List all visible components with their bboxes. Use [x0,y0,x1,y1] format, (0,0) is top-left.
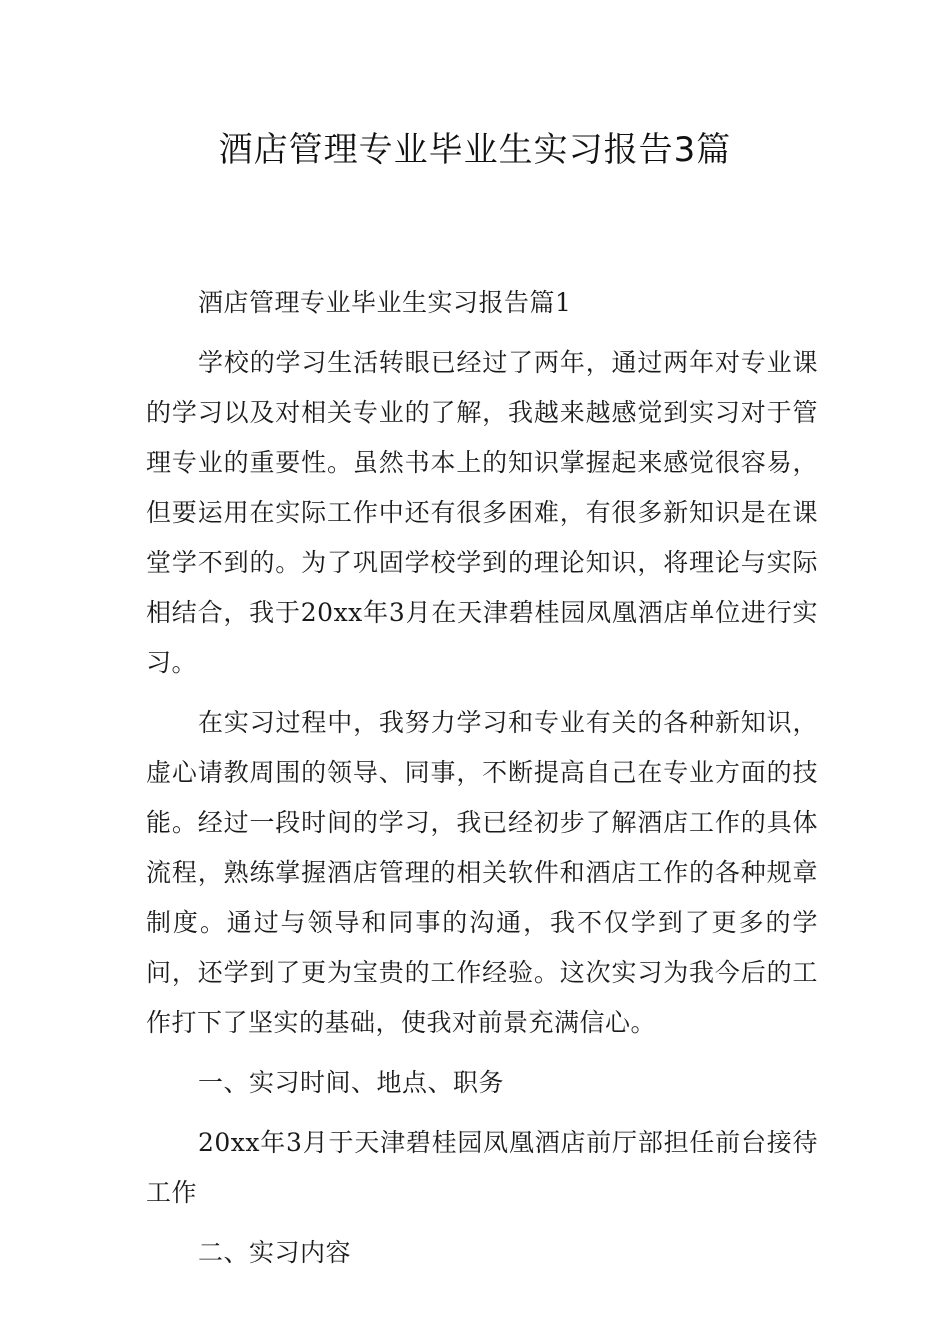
body-paragraph-intro: 学校的学习生活转眼已经过了两年，通过两年对专业课的学习以及对相关专业的了解，我越来越感觉到实习对于管理专业的重要性。虽然书本上的知识掌握起来感觉很容易，但要运用在实际工作中还有很多困难，有很多新知识是在课堂学不到的。为了巩固学校学到的理论知识，将理论与实际相结合，我于20xx年3月在天津碧桂园凤凰酒店单位进行实习。 [146,348,818,677]
document-title: 酒店管理专业毕业生实习报告3篇 [218,130,732,170]
body-paragraph-time-place: 20xx年3月于天津碧桂园凤凰酒店前厅部担任前台接待工作 [146,1128,818,1207]
body-paragraph-process: 在实习过程中，我努力学习和专业有关的各种新知识，虚心请教周围的领导、同事，不断提高自己在专业方面的技能。经过一段时间的学习，我已经初步了解酒店工作的具体流程，熟练掌握酒店管理的相关软件和酒店工作的各种规章制度。通过与领导和同事的沟通，我不仅学到了更多的学问，还学到了更为宝贵的工作经验。这次实习为我今后的工作打下了坚实的基础，使我对前景充满信心。 [146,708,818,1037]
document-body [146,278,818,1278]
section-heading-report-1: 酒店管理专业毕业生实习报告篇1 [198,288,572,317]
section-heading-time-place: 一、实习时间、地点、职务 [198,1068,505,1097]
section-heading-content: 二、实习内容 [198,1238,352,1267]
